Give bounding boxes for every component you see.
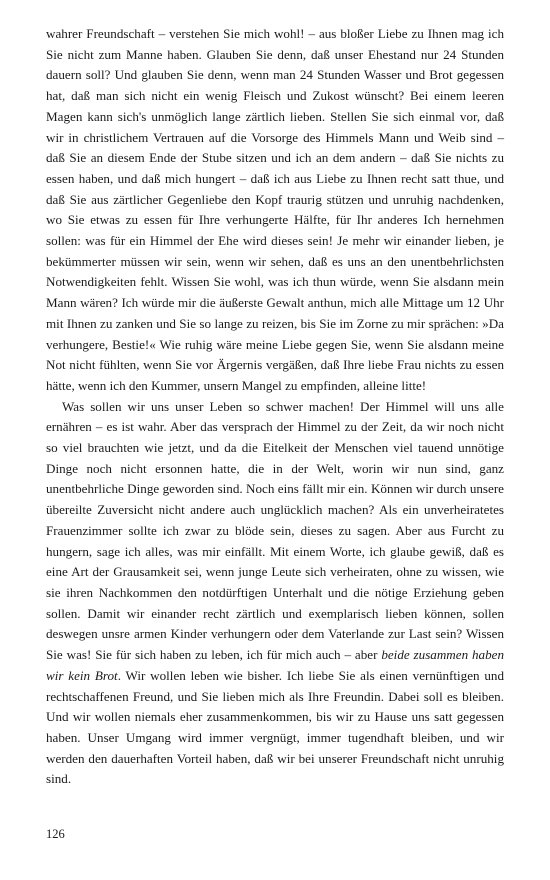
paragraph-1: wahrer Freundschaft – verstehen Sie mich wohl! – aus bloßer Liebe zu Ihnen mag ich Sie nicht zum Manne haben. Glauben Sie denn, daß unser Ehestand nur 24 Stunden dauern soll? Und glauben Sie denn, wenn man 24 Stunden Wasser und Brot gegessen hat, daß man sich nicht ein wenig Fleisch und Zukost wünscht? Bei einem leeren Magen kann sich's unmöglich lange zärtlich lieben. Stellen Sie sich einmal vor, daß wir in christlichem Vertrauen auf die Vorsorge des Himmels Mann und Weib sind – daß Sie an diesem Ende der Stube sitzen und ich an dem andern – daß Sie nichts zu essen haben, und daß mich hungert – daß ich aus Liebe zu Ihnen recht satt thue, und daß Sie aus zärtlicher Gegenliebe den Kopf traurig stützen und unruhig nachdenken, wo Sie etwas zu essen für Ihre verhungerte Hälfte, für Ihr anderes Ich hernehmen sollen: was für ein Himmel der Ehe wird dieses sein! Je mehr wir einander lieben, je bekümmerter müssen wir sein, wenn wir sehen, daß es uns an den unentbehrlichsten Notwendigkeiten fehlt. Wissen Sie wohl, was ich thun würde, wenn Sie alsdann mein Mann wären? Ich würde mir die äußerste Gewalt anthun, mich alle Mittage um 12 Uhr mit Ihnen zu zanken und Sie so lange zu reizen, bis Sie im Zorne zu mir sprächen: »Da verhungere, Bestie!« Wie ruhig wäre meine Liebe gegen Sie, wenn Sie alsdann meine Not nicht fühlten, wenn Sie vor Ärgernis vergäßen, daß Ihre liebe Frau nichts zu essen hätte, wenn ich den Kummer, unsern Mangel zu empfinden, alleine litte! (46, 26, 504, 393)
page-number: 126 (46, 827, 65, 841)
body-text (46, 24, 504, 790)
paragraph-2-text-a: Was sollen wir uns unser Leben so schwer machen! Der Himmel will uns alle ernähren – es ist wahr. Aber das versprach der Himmel zu der Zeit, da wir noch nicht so viel brauchten wie jetzt, und da die Eitelkeit der Menschen viel tauend unnötige Dinge noch nicht ersonnen hatte, die in der Welt, worin wir nun sind, ganz unentbehrliche Dinge geworden sind. Noch eins fällt mir ein. Können wir durch unsere übereilte Zuversicht nicht andere auch unglücklich machen? Als ein unverheiratetes Frauenzimmer sollte ich zwar zu blöde sein, dieses zu sagen. Aber aus Furcht zu hungern, sage ich alles, was mir einfällt. Mit einem Worte, ich glaube gewiß, daß es eine Art der Grausamkeit sei, wenn junge Leute sich verheiraten, ohne zu wissen, wie sie ihren Nachkommen den notdürftigen Unterhalt und die nötige Erziehung geben sollen. Damit wir einander recht zärtlich und exemplarisch lieben können, sollen deswegen unsre armen Kinder verhungern oder dem Vaterlande zur Last sein? Wissen Sie was! Sie für sich haben zu leben, ich für mich auch – aber (46, 398, 504, 663)
paragraph-2-emphasis: beide zusammen haben wir kein Brot (46, 647, 504, 683)
paragraph-2-text-b: . Wir wollen leben wie bisher. Ich liebe Sie als einen vernünftigen und rechtschaffenen Freund, und Sie lieben mich als Ihre Freundin. Dabei soll es bleiben. Und wir wollen niemals eher zusammenkommen, bis wir zu Hause uns satt gegessen haben. Unser Umgang wird immer vergnügt, immer tugendhaft bleiben, und wir werden den dauerhaften Vorteil haben, daß wir bei unserer Freundschaft nicht unruhig sind. (46, 667, 504, 787)
paragraph-2 (46, 397, 504, 790)
